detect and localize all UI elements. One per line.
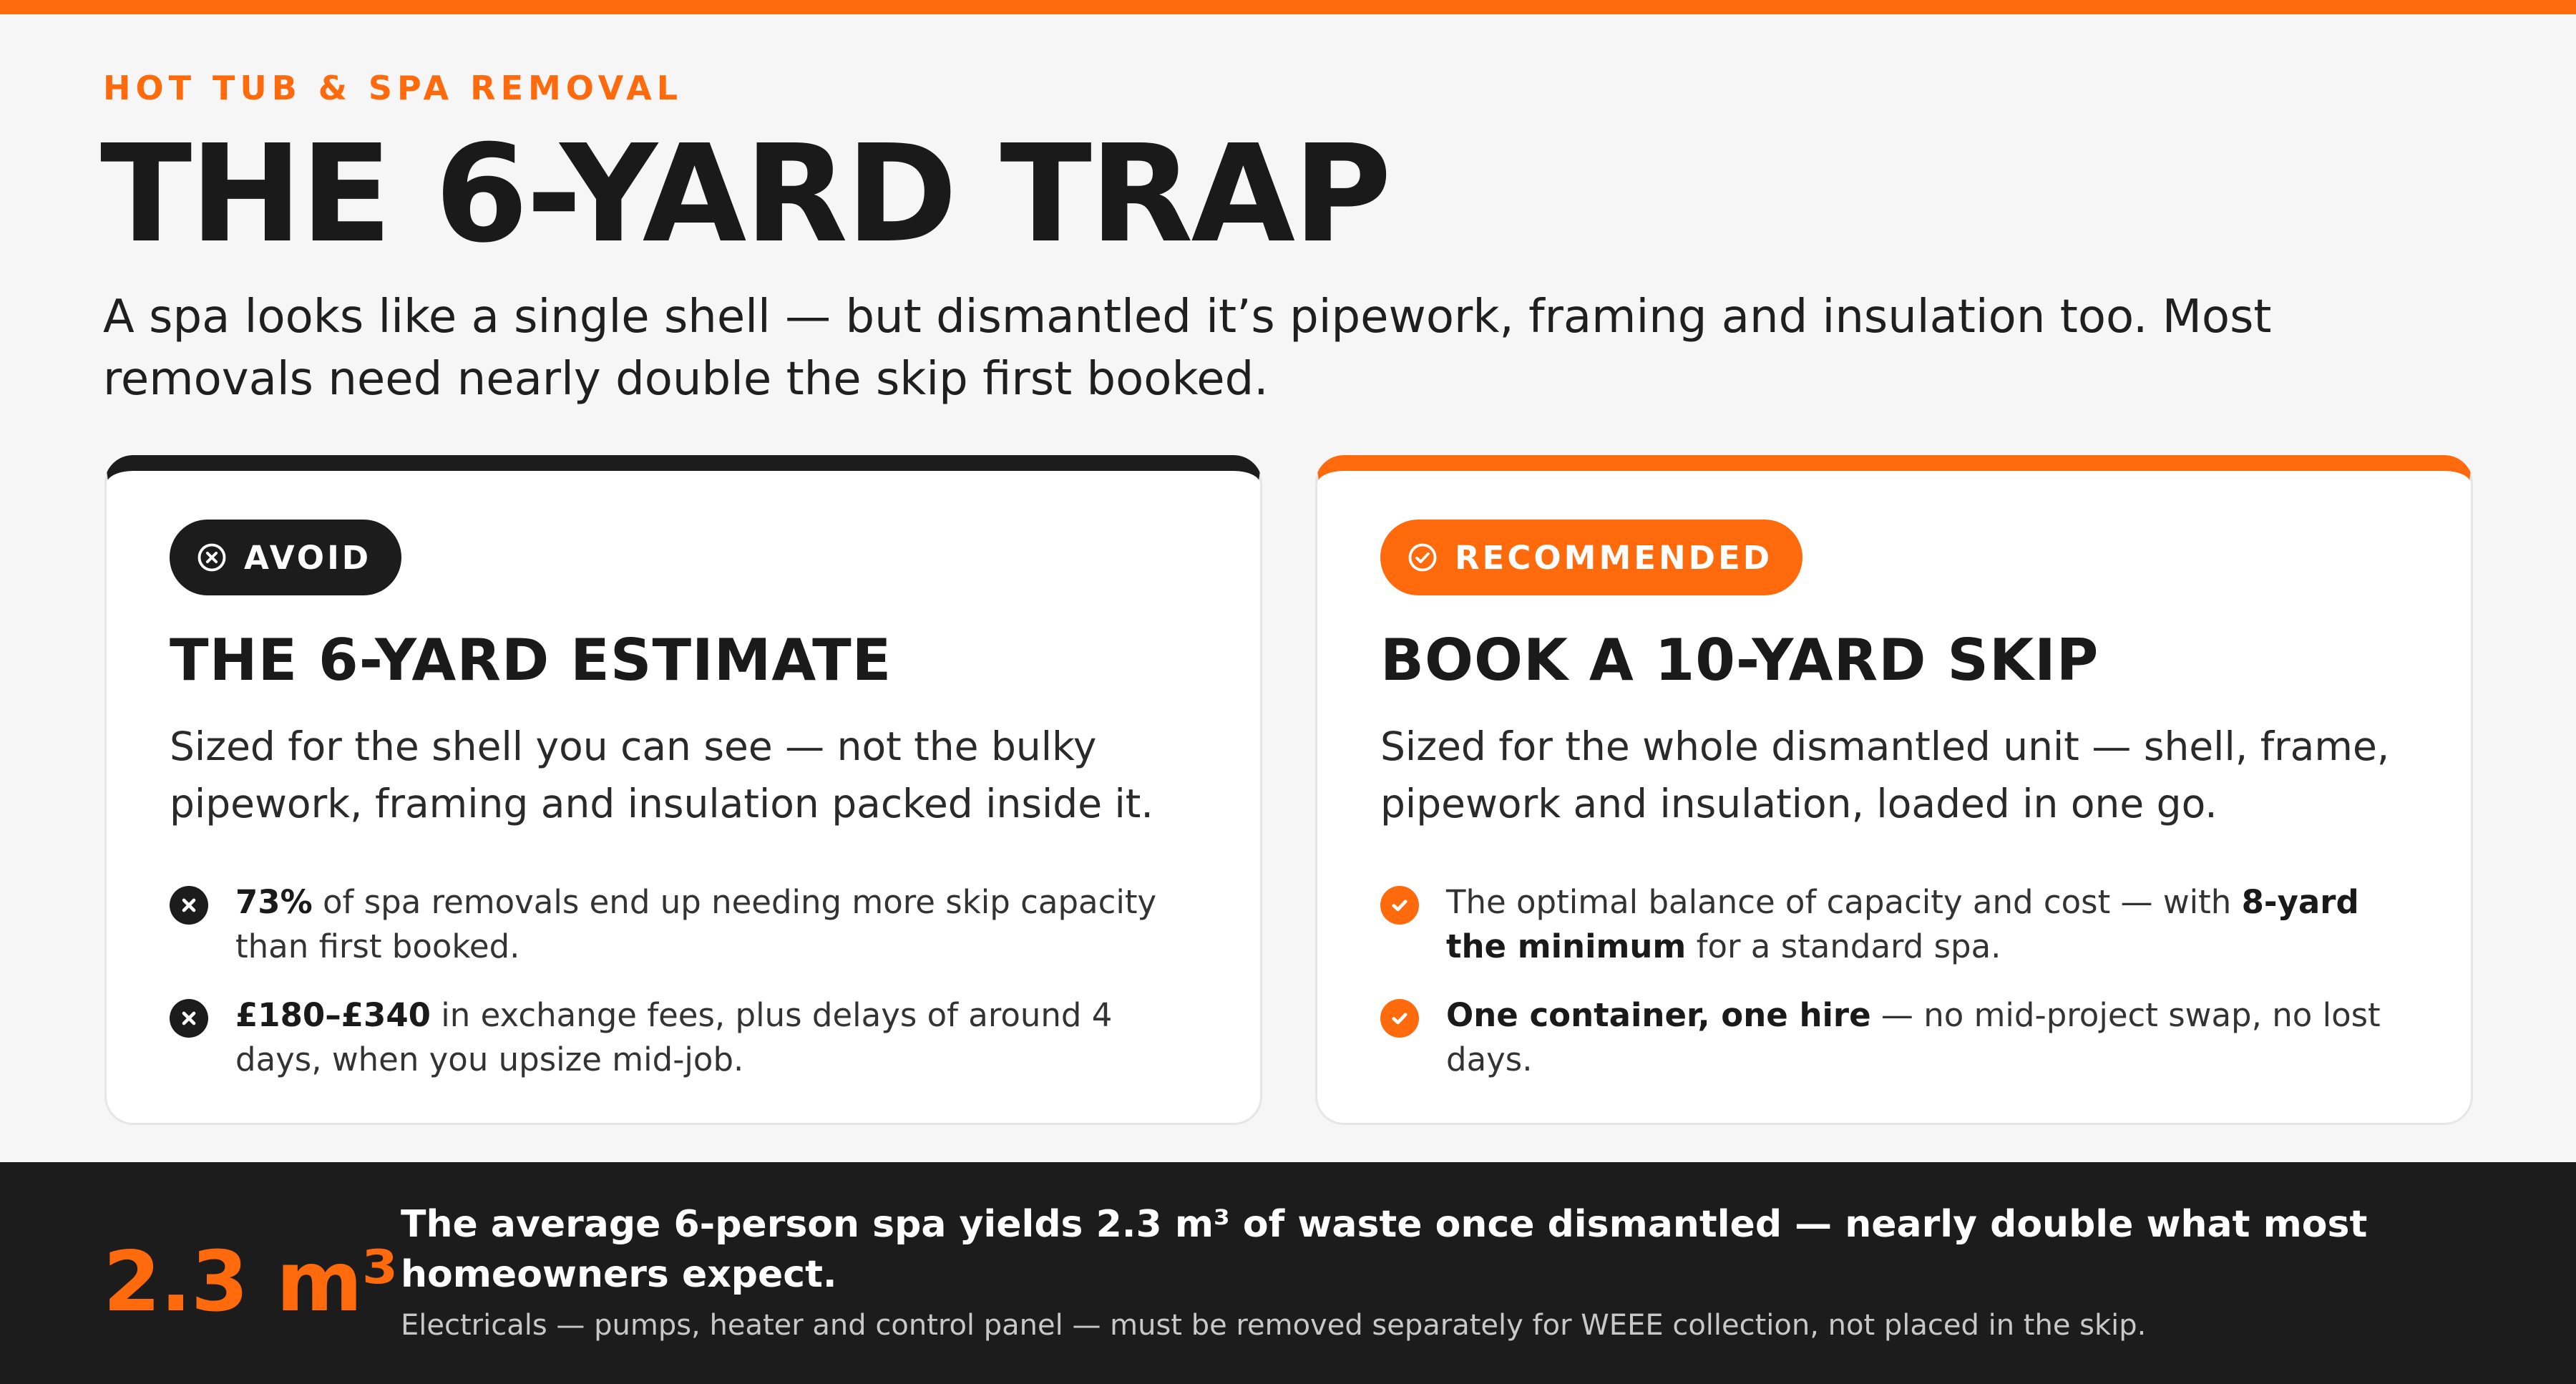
avoid-bullet	[170, 880, 1200, 969]
avoid-card-title: THE 6-YARD ESTIMATE	[170, 627, 892, 693]
recommended-bullet-text	[1446, 880, 2411, 969]
recommended-card-title: BOOK A 10-YARD SKIP	[1380, 627, 2099, 693]
avoid-card	[104, 455, 1262, 1125]
bullet-emphasis: One container, one hire	[1446, 996, 1871, 1034]
page-title: THE 6-YARD TRAP	[100, 116, 1390, 273]
recommended-card-description: Sized for the whole dismantled unit — shell, frame, pipework and insulation, loaded in one go.	[1380, 723, 2390, 827]
check-mark-icon	[1380, 999, 1419, 1038]
bullet-emphasis: 73%	[235, 883, 313, 921]
check-circle-icon	[1407, 542, 1438, 572]
footer-band	[0, 1162, 2576, 1384]
footer-headline: The average 6-person spa yields 2.3 m³ of waste once dismantled — nearly double what most homeowners expect.	[401, 1203, 2368, 1296]
avoid-badge-label: AVOID	[244, 538, 372, 577]
x-mark-icon	[170, 886, 208, 925]
recommended-bullet-text	[1446, 993, 2411, 1082]
avoid-card-description: Sized for the shell you can see — not the bulky pipework, framing and insulation packed inside it.	[170, 723, 1153, 827]
x-mark-icon	[170, 999, 208, 1038]
top-accent-bar	[0, 0, 2576, 14]
bullet-emphasis: 8-yard the minimum	[1446, 883, 2359, 965]
recommended-bullet	[1380, 880, 2411, 969]
footer-note: Electricals — pumps, heater and control panel — must be removed separately for WEEE collection, not placed in the skip.	[401, 1309, 2147, 1342]
recommended-badge	[1380, 520, 1802, 595]
recommended-bullet	[1380, 993, 2411, 1082]
avoid-bullet-text	[235, 880, 1200, 969]
avoid-bullet-text	[235, 993, 1200, 1082]
bullet-body: in exchange fees, plus delays of around 4 days, when you upsize mid-job.	[235, 996, 1113, 1078]
check-mark-icon	[1380, 886, 1419, 925]
bullet-body: of spa removals end up needing more skip capacity than first booked.	[235, 883, 1157, 965]
waste-volume-stat: 2.3 m³	[103, 1234, 398, 1330]
avoid-bullet	[170, 993, 1200, 1082]
recommended-badge-label: RECOMMENDED	[1455, 538, 1773, 577]
bullet-body: — no mid-project swap, no lost days.	[1446, 996, 2381, 1078]
intro-paragraph: A spa looks like a single shell — but dismantled it’s pipework, framing and insulation too. Most removals need nearly double the skip first booked.	[103, 291, 2272, 406]
x-circle-icon	[197, 542, 227, 572]
section-kicker: HOT TUB & SPA REMOVAL	[103, 69, 683, 107]
bullet-body: for a standard spa.	[1686, 927, 2001, 965]
bullet-intro: The optimal balance of capacity and cost — with	[1446, 883, 2242, 921]
recommended-card	[1315, 455, 2473, 1125]
bullet-emphasis: £180–£340	[235, 996, 431, 1034]
avoid-badge	[170, 520, 401, 595]
